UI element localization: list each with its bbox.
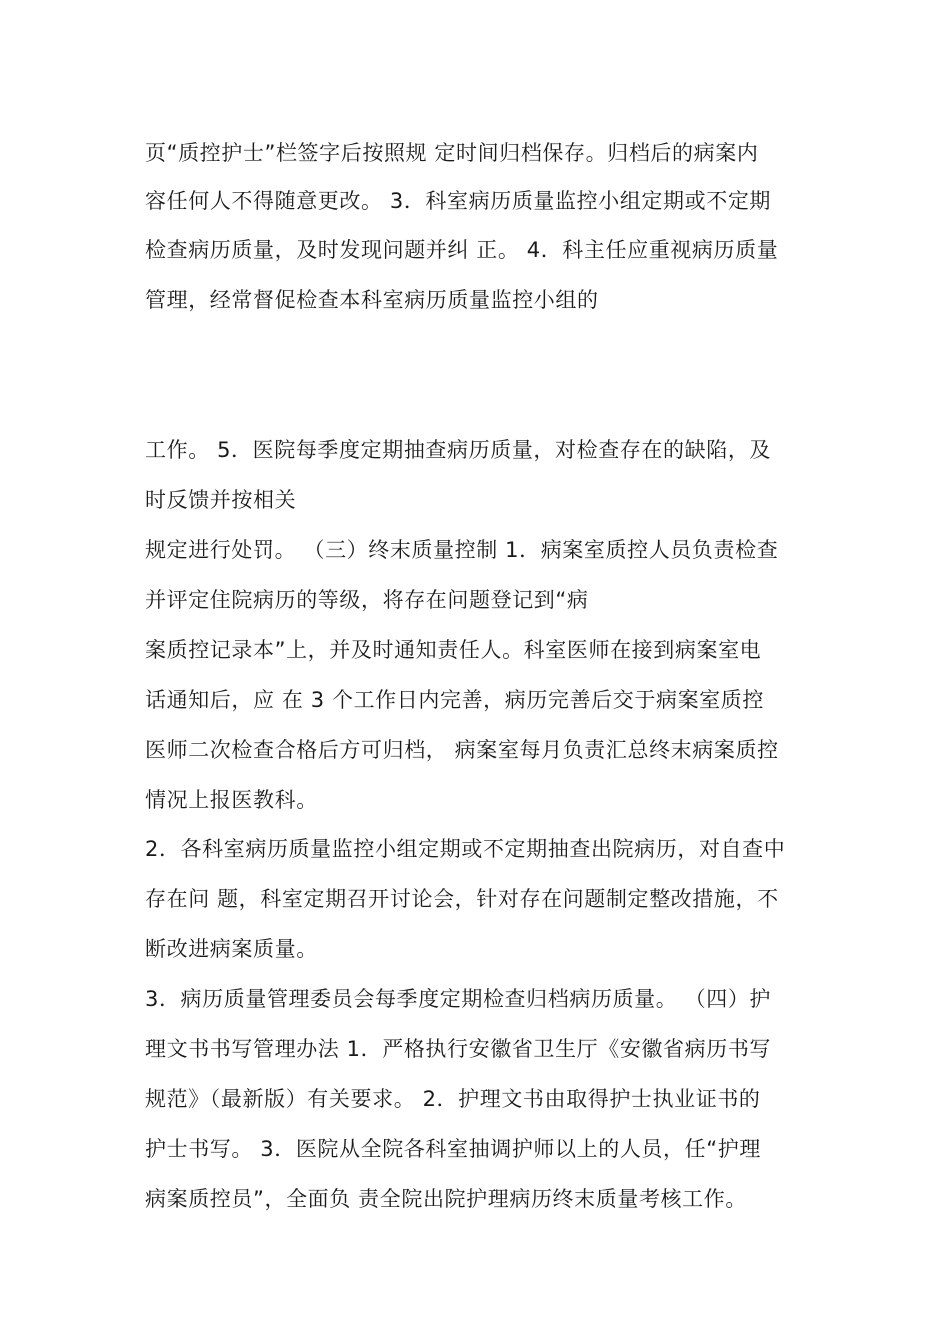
text-line: 规定进行处罚。 （三）终末质量控制 1．病案室质控人员负责检查 [145,538,779,562]
text-line: 医师二次检查合格后方可归档， 病案室每月负责汇总终末病案质控 [145,738,779,762]
text-line: 管理，经常督促检查本科室病历质量监控小组的 [145,288,599,312]
text-line: 页“质控护士”栏签字后按照规 定时间归档保存。归档后的病案内 [145,141,759,165]
text-line: 工作。 5．医院每季度定期抽查病历质量，对检查存在的缺陷，及 [145,438,772,462]
text-line: 话通知后，应 在 3 个工作日内完善，病历完善后交于病案室质控 [145,688,764,712]
text-line: 容任何人不得随意更改。 3．科室病历质量监控小组定期或不定期 [145,189,772,213]
text-line: 并评定住院病历的等级，将存在问题登记到“病 [145,588,589,612]
text-line: 2．各科室病历质量监控小组定期或不定期抽查出院病历，对自查中 [145,837,786,861]
text-line: 规范》（最新版）有关要求。 2．护理文书由取得护士执业证书的 [145,1087,761,1111]
text-line: 3．病历质量管理委员会每季度定期检查归档病历质量。 （四）护 [145,987,772,1011]
text-line: 护士书写。 3．医院从全院各科室抽调护师以上的人员，任“护理 [145,1137,761,1161]
text-line: 病案质控员”，全面负 责全院出院护理病历终末质量考核工作。 [145,1187,747,1211]
text-line: 情况上报医教科。 [145,788,318,812]
text-line: 理文书书写管理办法 1．严格执行安徽省卫生厅《安徽省病历书写 [145,1037,772,1061]
text-line: 案质控记录本”上，并及时通知责任人。科室医师在接到病案室电 [145,638,762,662]
text-line: 存在问 题，科室定期召开讨论会，针对存在问题制定整改措施，不 [145,887,779,911]
text-line: 时反馈并按相关 [145,488,297,512]
text-line: 检查病历质量，及时发现问题并纠 正。 4．科主任应重视病历质量 [145,238,779,262]
text-line: 断改进病案质量。 [145,937,318,961]
